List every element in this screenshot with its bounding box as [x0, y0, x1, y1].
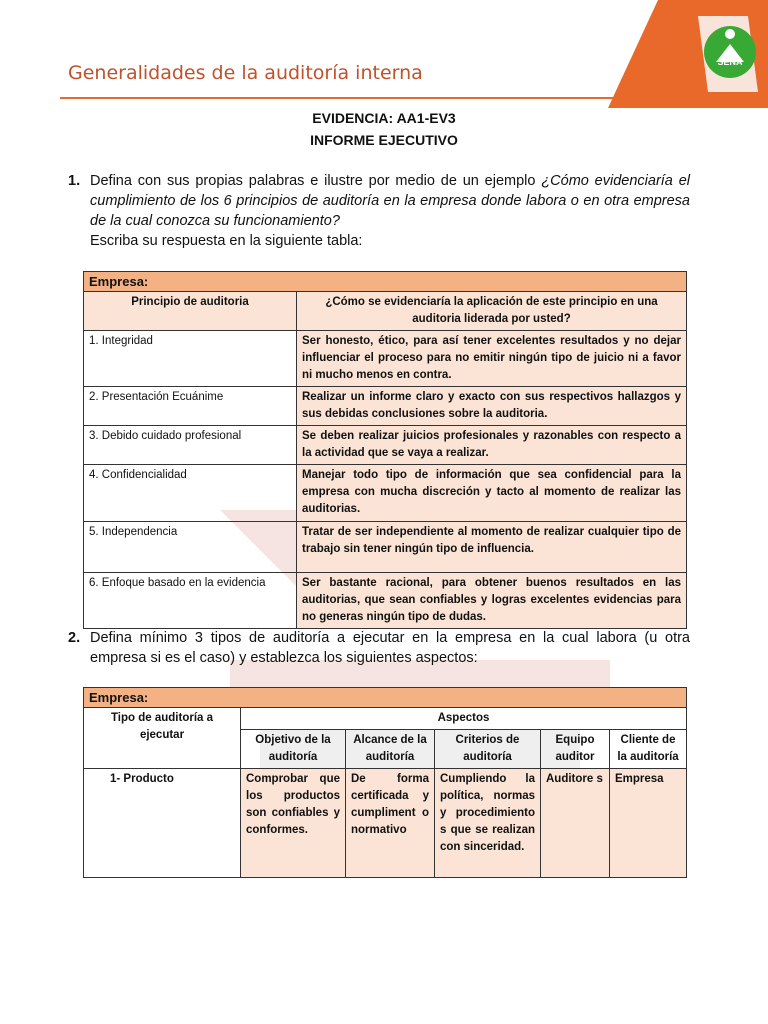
question-1 [68, 171, 690, 251]
criteria-cell: Cumpliendo la política, normas y procedimiento s que se realizan con sinceridad. [435, 769, 541, 878]
table1-empresa: Empresa: [84, 272, 687, 292]
question-1-text: Defina con sus propias palabras e ilustre por medio de un ejemplo ¿Cómo evidenciaría el cumplimiento de los 6 principios de auditoría en la empresa donde labora o en otra empresa de la cual conozca su funcionamiento? [90, 173, 690, 229]
table2-subheader: Alcance de la auditoría [346, 730, 435, 769]
table2-subheader: Objetivo de la auditoría [241, 730, 346, 769]
principles-table [83, 271, 687, 629]
table-row [84, 522, 687, 573]
document-header-title: Generalidades de la auditoría interna [68, 62, 423, 84]
table-row [84, 465, 687, 522]
principle-cell: 2. Presentación Ecuánime [84, 387, 297, 426]
table2-subheader: Equipo auditor [541, 730, 610, 769]
question-1-instruction: Escriba su respuesta en la siguiente tabla: [90, 233, 363, 249]
report-title: INFORME EJECUTIVO [310, 132, 458, 148]
answer-cell: Se deben realizar juicios profesionales y razonables con respecto a la actividad que se vaya a realizar. [297, 426, 687, 465]
table2-header-aspects: Aspectos [241, 708, 687, 730]
audit-type-cell: 1- Producto [84, 769, 241, 878]
scope-cell: De forma certificada y cumpliment o normativo [346, 769, 435, 878]
question-2-text: Defina mínimo 3 tipos de auditoría a ejecutar en la empresa en la cual labora (u otra empresa si es el caso) y establezca los siguientes aspectos: [90, 630, 690, 666]
answer-cell: Ser bastante racional, para obtener buenos resultados en las auditorias, que sean confiables y logras excelentes evidencias para no generas ningún tipo de dudas. [297, 573, 687, 629]
table2-empresa: Empresa: [84, 688, 687, 708]
principle-cell: 5. Independencia [84, 522, 297, 573]
table2-subheader: Cliente de la auditoría [610, 730, 687, 769]
table-row [84, 769, 687, 878]
answer-cell: Manejar todo tipo de información que sea confidencial para la empresa con mucha discreción y tacto al momento de realizar las auditorias. [297, 465, 687, 522]
table-row [84, 573, 687, 629]
principle-cell: 4. Confidencialidad [84, 465, 297, 522]
question-1-number: 1. [68, 173, 81, 189]
principle-cell: 1. Integridad [84, 331, 297, 387]
principle-cell: 6. Enfoque basado en la evidencia [84, 573, 297, 629]
principle-cell: 3. Debido cuidado profesional [84, 426, 297, 465]
question-2-number: 2. [68, 630, 81, 646]
table-row [84, 426, 687, 465]
team-cell: Auditore s [541, 769, 610, 878]
table-row [84, 331, 687, 387]
answer-cell: Tratar de ser independiente al momento de realizar cualquier tipo de trabajo sin tener ningún tipo de influencia. [297, 522, 687, 573]
svg-text:SENA: SENA [717, 57, 743, 67]
audit-types-table [83, 687, 687, 878]
table-row [84, 387, 687, 426]
table1-header-evidence: ¿Cómo se evidenciaría la aplicación de este principio en una auditoria liderada por usted? [297, 292, 687, 331]
table2-subheader: Criterios de auditoría [435, 730, 541, 769]
answer-cell: Realizar un informe claro y exacto con sus respectivos hallazgos y sus debidas conclusiones sobre la auditoria. [297, 387, 687, 426]
sena-logo-band [608, 0, 768, 108]
objective-cell: Comprobar que los productos son confiables y conformes. [241, 769, 346, 878]
evidence-title: EVIDENCIA: AA1-EV3 [312, 110, 456, 126]
table2-header-type: Tipo de auditoría a ejecutar [84, 708, 241, 769]
client-cell: Empresa [610, 769, 687, 878]
answer-cell: Ser honesto, ético, para así tener excelentes resultados y no dejar influenciar el proceso para no emitir ningún tipo de juicio ni a favor ni mucho menos en contra. [297, 331, 687, 387]
question-2 [68, 628, 690, 668]
header-divider [60, 97, 620, 99]
table1-header-principle: Principio de auditoria [84, 292, 297, 331]
